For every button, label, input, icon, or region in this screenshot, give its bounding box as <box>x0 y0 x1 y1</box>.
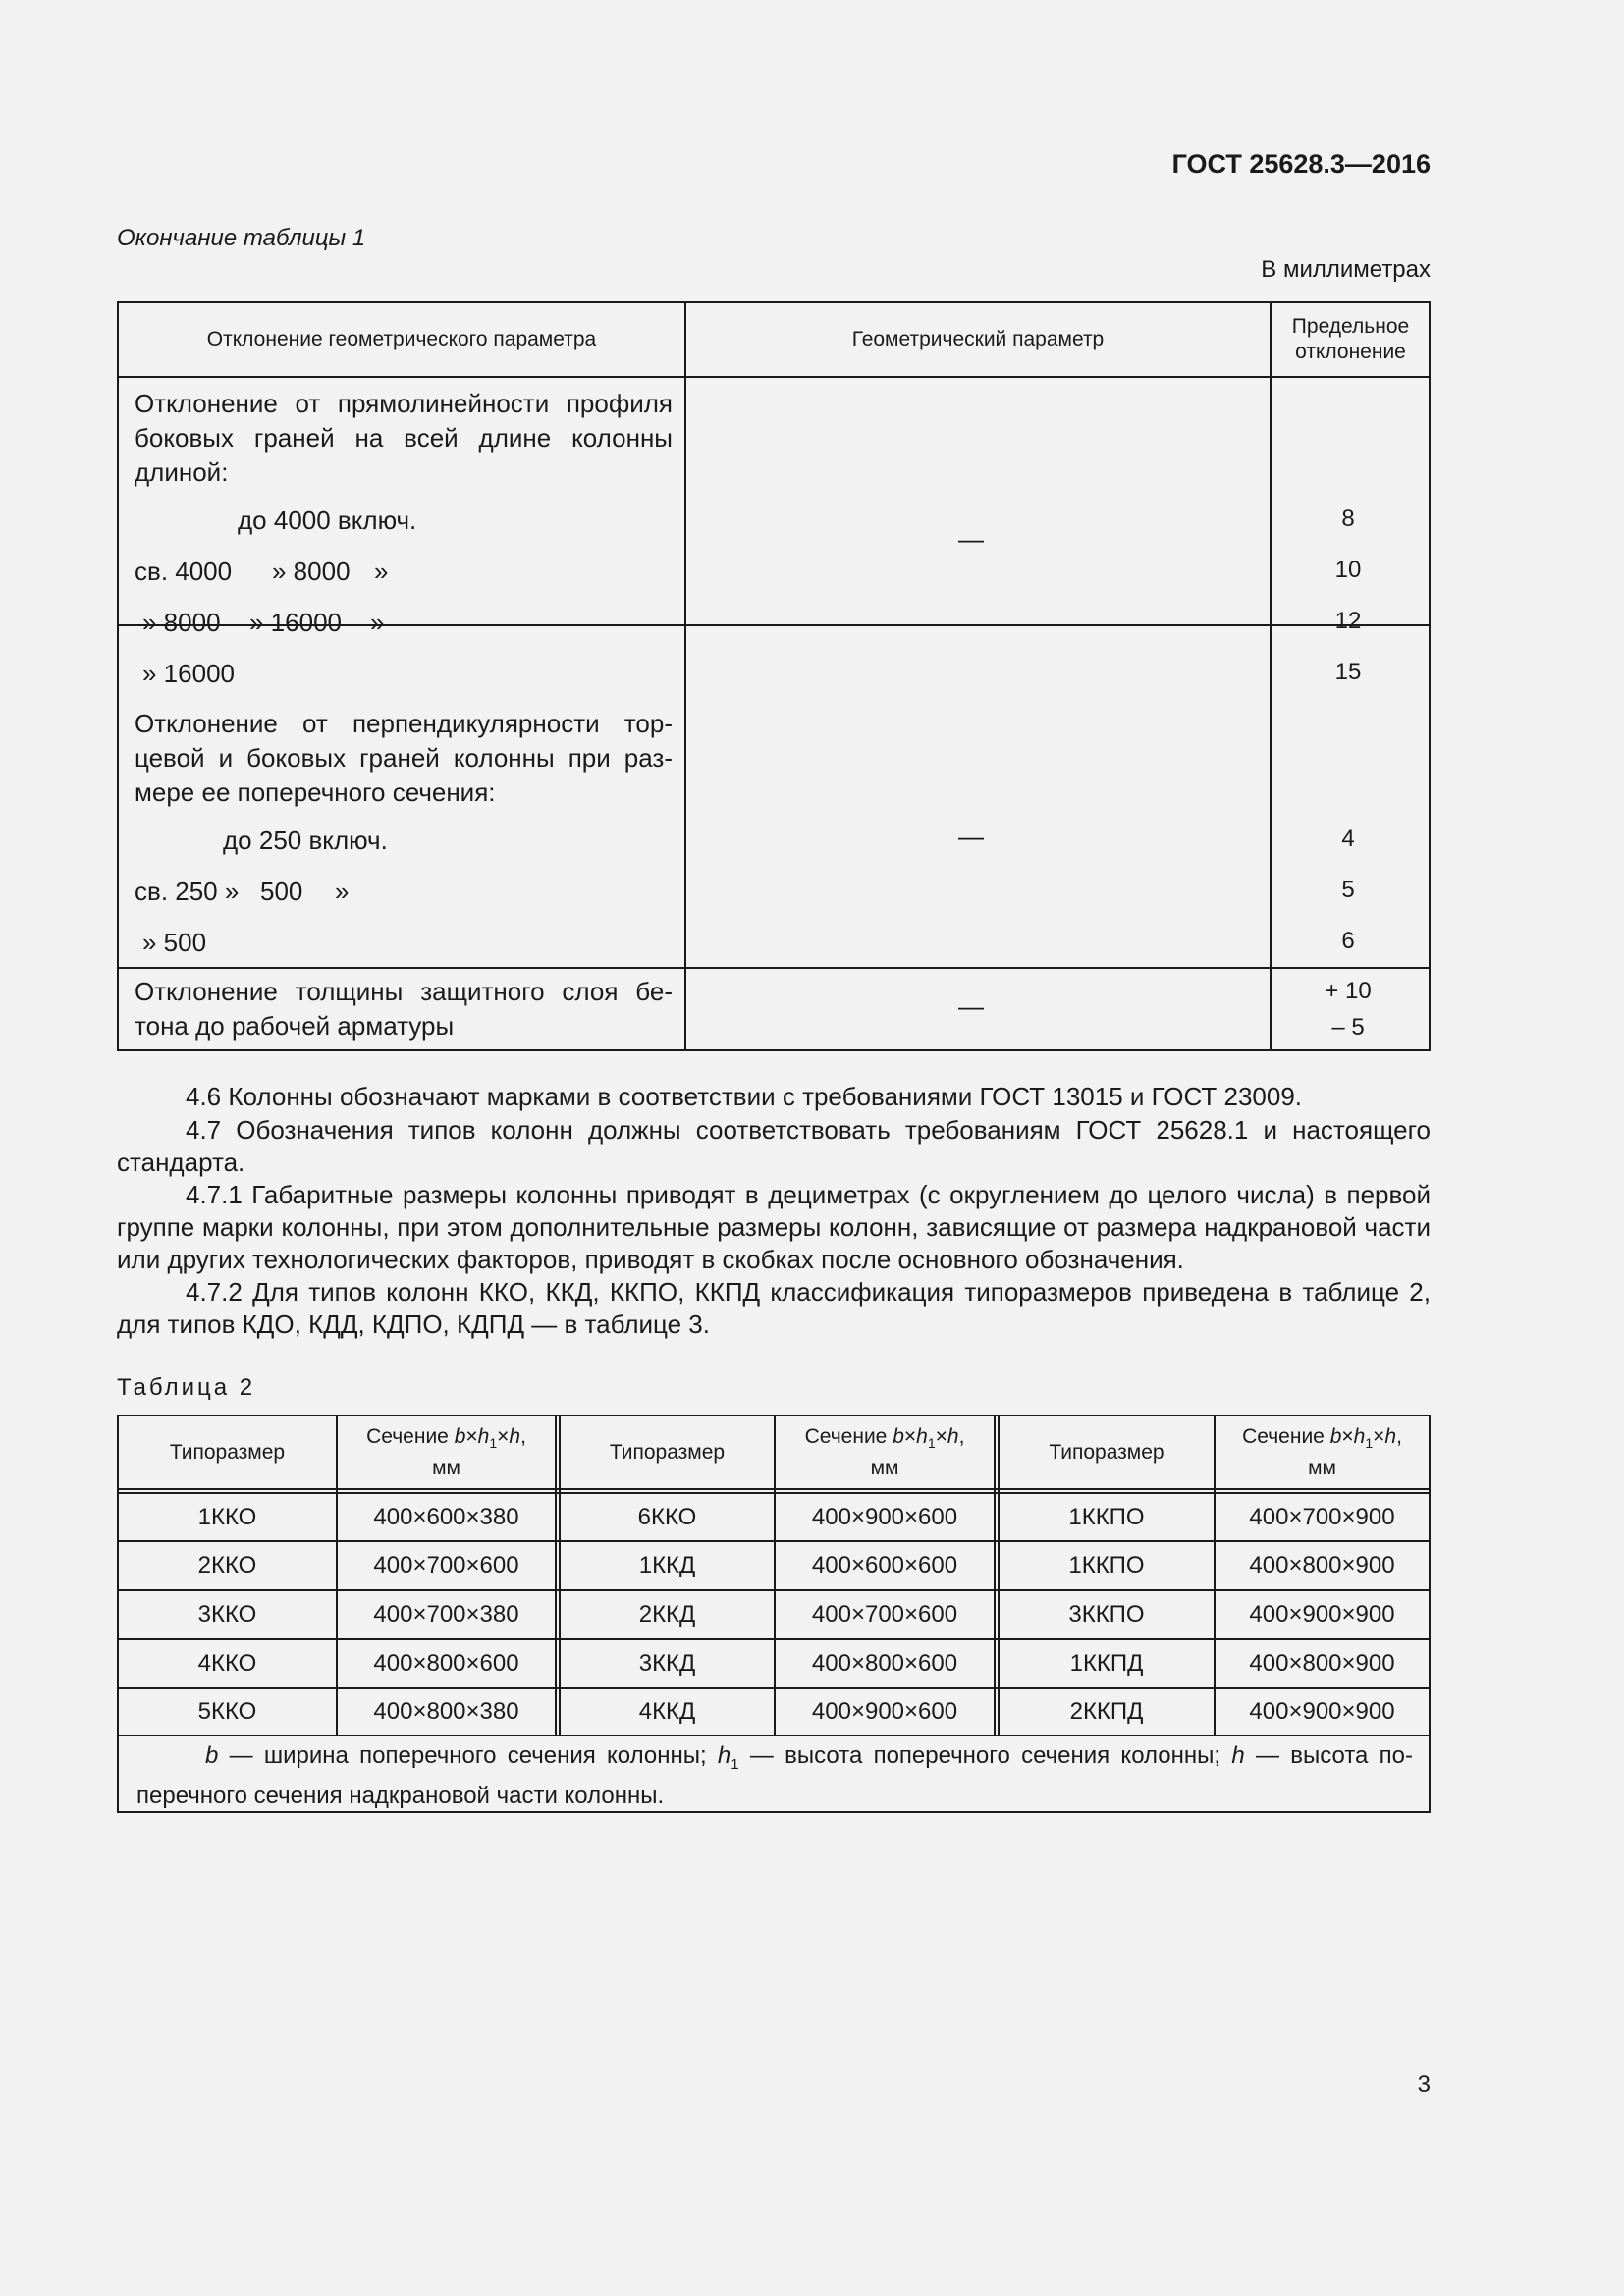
table-cell: 5ККО <box>197 1698 257 1725</box>
table-cell: 1ККПО <box>1068 1503 1145 1530</box>
table-cell: 1ККПД <box>1069 1650 1144 1677</box>
range-label: » 8000 <box>272 557 351 586</box>
table-cell: 2ККПД <box>1069 1698 1144 1725</box>
range-label: » <box>374 557 389 586</box>
table-cell: 400×900×600 <box>811 1698 958 1725</box>
table-cell: 2ККО <box>197 1552 257 1578</box>
table-cell: 3ККД <box>638 1650 696 1677</box>
table-cell: 4ККО <box>197 1650 257 1677</box>
tolerance-value: 6 <box>1341 928 1355 954</box>
table-cell: 400×800×900 <box>1249 1650 1395 1677</box>
table-cell: 400×800×600 <box>373 1650 519 1677</box>
range-label: » 16000 <box>142 659 235 688</box>
tolerance-value: 5 <box>1341 877 1355 903</box>
paragraph-4-7-1: 4.7.1 Габаритные размеры колонны приводят в дециметрах (с округлением до целого числа) в первой группе марки колонны, при этом дополнительные размеры колонн, зависящие от размера надкрановой части или других технологических факторов, приводят в скобках после основного обозначения. <box>117 1180 1431 1274</box>
table-cell: 400×700×900 <box>1249 1503 1395 1530</box>
table-cell: 400×900×600 <box>811 1503 958 1530</box>
header-parameter: Геометрический параметр <box>851 328 1105 350</box>
table-cell: 400×700×600 <box>811 1601 958 1628</box>
document-code: ГОСТ 25628.3—2016 <box>1171 149 1431 179</box>
param-dash: — <box>958 524 984 554</box>
header-section: Сечение $b\times h_1\times h$, мм <box>804 1424 965 1480</box>
tolerance-value: 8 <box>1341 506 1355 532</box>
range-label: » <box>335 877 350 906</box>
tolerance-value: 15 <box>1334 659 1362 685</box>
header-section: Сечение $b\times h_1\times h$, мм <box>366 1424 526 1480</box>
param-dash: — <box>958 822 984 851</box>
table-cell: 1ККД <box>638 1552 696 1578</box>
table-2-caption: Таблица 2 <box>117 1374 256 1401</box>
range-label: » <box>370 608 385 637</box>
header-size: Типоразмер <box>1049 1441 1164 1464</box>
tolerance-value: 4 <box>1341 826 1355 852</box>
page-number: 3 <box>1417 2071 1431 2098</box>
tolerance-value: 10 <box>1334 557 1362 583</box>
paragraph-4-7: 4.7 Обозначения типов колонн должны соответствовать требованиям ГОСТ 25628.1 и настоящего стандарта. <box>117 1115 1431 1177</box>
table-cell: 400×900×900 <box>1249 1601 1395 1628</box>
range-label: » 16000 <box>249 608 342 637</box>
tolerance-value: 12 <box>1334 608 1362 634</box>
row-divider <box>119 967 1429 969</box>
column-divider <box>1270 303 1272 1049</box>
header-section: Сечение $b\times h_1\times h$, мм <box>1242 1424 1402 1480</box>
units-label: В миллиметрах <box>1261 256 1431 283</box>
table-2 <box>117 1415 1431 1813</box>
table-cell: 3ККО <box>197 1601 257 1628</box>
table-cell: 400×900×900 <box>1249 1698 1395 1725</box>
perpendicularity-text: Отклонение от перпендикулярности торцевой и боковых граней колонны при размере ее поперечного сечения: <box>135 709 673 807</box>
paragraph-4-7-2: 4.7.2 Для типов колонн ККО, ККД, ККПО, ККПД классификация типоразмеров приведена в таблице 2, для типов КДО, КДД, КДПО, КДПД — в таблице 3. <box>117 1277 1431 1339</box>
table-cell: 400×800×380 <box>373 1698 519 1725</box>
table-cell: 1ККО <box>197 1503 257 1530</box>
header-size: Типоразмер <box>169 1441 286 1464</box>
table-cell: 6ККО <box>637 1503 697 1530</box>
table-1 <box>117 301 1431 1051</box>
range-label: » 8000 <box>142 608 221 637</box>
range-label: св. 250 » <box>135 877 240 906</box>
tolerance-minus: – 5 <box>1331 1014 1365 1041</box>
table-cell: 400×600×600 <box>811 1552 958 1578</box>
table-2-note: b — ширина поперечного сечения колонны; $h_1$ — высота поперечного сечения колонны; h — высота поперечного сечения надкрановой части колонны. <box>136 1742 1413 1809</box>
range-label: св. 4000 <box>135 557 233 586</box>
range-label: до 4000 включ. <box>238 506 417 535</box>
table-cell: 400×800×900 <box>1249 1552 1395 1578</box>
table-cell: 400×700×380 <box>373 1601 519 1628</box>
table-cell: 400×700×600 <box>373 1552 519 1578</box>
table-cell: 400×600×380 <box>373 1503 519 1530</box>
table-continuation-label: Окончание таблицы 1 <box>117 225 366 251</box>
tolerance-plus: + 10 <box>1325 978 1372 1004</box>
table-cell: 3ККПО <box>1068 1601 1145 1628</box>
paragraph-4-6: 4.6 Колонны обозначают марками в соответствии с требованиями ГОСТ 13015 и ГОСТ 23009. <box>186 1082 1303 1111</box>
table-cell: 1ККПО <box>1068 1552 1145 1578</box>
table-cell: 2ККД <box>638 1601 696 1628</box>
param-dash: — <box>958 991 984 1021</box>
range-label: » 500 <box>142 928 207 957</box>
column-divider <box>684 303 686 1049</box>
range-label: до 250 включ. <box>223 826 388 855</box>
header-tolerance: Предельное отклонение <box>1291 315 1410 363</box>
header-size: Типоразмер <box>609 1441 726 1464</box>
table-cell: 400×800×600 <box>811 1650 958 1677</box>
row-divider <box>119 1735 1429 1736</box>
range-label: 500 <box>260 877 303 906</box>
cover-text: Отклонение толщины защитного слоя бетона до рабочей арматуры <box>135 977 673 1041</box>
header-deviation: Отклонение геометрического параметра <box>206 328 597 350</box>
table-cell: 4ККД <box>638 1698 696 1725</box>
straightness-text: Отклонение от прямолинейности профиля боковых граней на всей длине колонны длиной: <box>135 389 673 487</box>
